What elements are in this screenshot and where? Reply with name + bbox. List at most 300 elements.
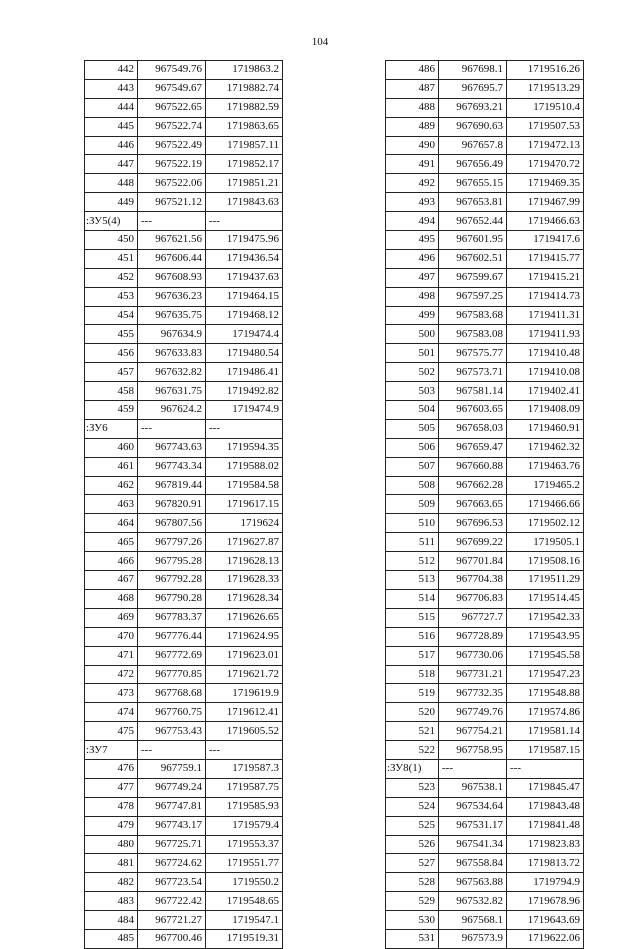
table-row	[85, 155, 283, 174]
x-coordinate: ---	[138, 741, 206, 760]
y-coordinate: 1719510.4	[507, 98, 584, 117]
point-number: 460	[85, 438, 138, 457]
point-number: 524	[386, 797, 439, 816]
y-coordinate: 1719464.15	[206, 287, 283, 306]
point-number: 500	[386, 325, 439, 344]
point-number: 475	[85, 722, 138, 741]
y-coordinate: 1719588.02	[206, 457, 283, 476]
y-coordinate: 1719467.99	[507, 193, 584, 212]
table-row	[85, 457, 283, 476]
point-number: 504	[386, 401, 439, 420]
x-coordinate: 967597.25	[439, 287, 507, 306]
y-coordinate: 1719843.63	[206, 193, 283, 212]
point-number: 488	[386, 98, 439, 117]
table-row	[386, 476, 584, 495]
x-coordinate: 967760.75	[138, 703, 206, 722]
x-coordinate: 967792.28	[138, 571, 206, 590]
y-coordinate: 1719466.66	[507, 495, 584, 514]
x-coordinate: 967522.74	[138, 117, 206, 136]
y-coordinate: 1719492.82	[206, 382, 283, 401]
y-coordinate: 1719628.33	[206, 571, 283, 590]
y-coordinate: 1719626.65	[206, 608, 283, 627]
y-coordinate: 1719548.88	[507, 684, 584, 703]
y-coordinate: 1719551.77	[206, 854, 283, 873]
x-coordinate: 967696.53	[439, 514, 507, 533]
point-number: 458	[85, 382, 138, 401]
point-number: 463	[85, 495, 138, 514]
point-number: 473	[85, 684, 138, 703]
x-coordinate: 967522.06	[138, 174, 206, 193]
table-row	[85, 703, 283, 722]
x-coordinate: 967728.89	[439, 627, 507, 646]
x-coordinate: 967776.44	[138, 627, 206, 646]
y-coordinate: 1719543.95	[507, 627, 584, 646]
x-coordinate: 967608.93	[138, 268, 206, 287]
table-row	[85, 117, 283, 136]
point-number: 453	[85, 287, 138, 306]
table-row	[85, 892, 283, 911]
x-coordinate: 967772.69	[138, 646, 206, 665]
table-row	[386, 608, 584, 627]
x-coordinate: 967730.06	[439, 646, 507, 665]
point-number: 443	[85, 79, 138, 98]
table-row	[386, 854, 584, 873]
x-coordinate: 967743.34	[138, 457, 206, 476]
table-row	[386, 98, 584, 117]
y-coordinate: 1719587.75	[206, 778, 283, 797]
x-coordinate: ---	[439, 759, 507, 778]
x-coordinate: 967749.24	[138, 778, 206, 797]
table-row	[85, 778, 283, 797]
point-number: 516	[386, 627, 439, 646]
table-row	[85, 495, 283, 514]
x-coordinate: 967758.95	[439, 741, 507, 760]
table-row	[85, 533, 283, 552]
point-number: 456	[85, 344, 138, 363]
point-number: 464	[85, 514, 138, 533]
point-number: 512	[386, 552, 439, 571]
table-row	[386, 816, 584, 835]
table-row	[85, 929, 283, 948]
x-coordinate: 967563.88	[439, 873, 507, 892]
x-coordinate: 967634.9	[138, 325, 206, 344]
table-row	[85, 646, 283, 665]
point-number: 506	[386, 438, 439, 457]
table-row	[386, 174, 584, 193]
table-row	[386, 231, 584, 250]
y-coordinate: 1719605.52	[206, 722, 283, 741]
point-number: 505	[386, 419, 439, 438]
table-row	[386, 344, 584, 363]
y-coordinate: 1719794.9	[507, 873, 584, 892]
table-row	[85, 344, 283, 363]
x-coordinate: 967659.47	[439, 438, 507, 457]
x-coordinate: 967732.35	[439, 684, 507, 703]
table-row	[386, 495, 584, 514]
table-row	[85, 174, 283, 193]
point-number: 466	[85, 552, 138, 571]
point-number: 526	[386, 835, 439, 854]
table-row	[386, 325, 584, 344]
table-row	[85, 61, 283, 80]
y-coordinate: 1719612.41	[206, 703, 283, 722]
point-number: 494	[386, 212, 439, 231]
x-coordinate: 967573.9	[439, 929, 507, 948]
y-coordinate: 1719437.63	[206, 268, 283, 287]
x-coordinate: 967581.14	[439, 382, 507, 401]
y-coordinate: 1719628.13	[206, 552, 283, 571]
table-row	[386, 892, 584, 911]
x-coordinate: 967820.91	[138, 495, 206, 514]
table-row	[386, 193, 584, 212]
table-row	[386, 61, 584, 80]
point-number: 442	[85, 61, 138, 80]
point-number: 484	[85, 911, 138, 930]
x-coordinate: 967549.76	[138, 61, 206, 80]
y-coordinate: 1719511.29	[507, 571, 584, 590]
y-coordinate: 1719857.11	[206, 136, 283, 155]
point-number: 454	[85, 306, 138, 325]
point-number: 477	[85, 778, 138, 797]
section-header-row	[85, 419, 283, 438]
y-coordinate: 1719466.63	[507, 212, 584, 231]
y-coordinate: 1719585.93	[206, 797, 283, 816]
y-coordinate: 1719465.2	[507, 476, 584, 495]
y-coordinate: ---	[206, 741, 283, 760]
table-row	[85, 608, 283, 627]
table-row	[85, 854, 283, 873]
section-header-row	[85, 741, 283, 760]
x-coordinate: 967759.1	[138, 759, 206, 778]
x-coordinate: 967631.75	[138, 382, 206, 401]
table-row	[386, 911, 584, 930]
x-coordinate: 967790.28	[138, 589, 206, 608]
y-coordinate: 1719475.96	[206, 231, 283, 250]
point-number: 497	[386, 268, 439, 287]
point-number: 471	[85, 646, 138, 665]
coordinates-table-left	[84, 60, 283, 949]
y-coordinate: 1719402.41	[507, 382, 584, 401]
y-coordinate: 1719463.76	[507, 457, 584, 476]
point-number: 499	[386, 306, 439, 325]
point-number: 470	[85, 627, 138, 646]
x-coordinate: 967693.21	[439, 98, 507, 117]
table-row	[386, 438, 584, 457]
point-number: 444	[85, 98, 138, 117]
x-coordinate: 967747.81	[138, 797, 206, 816]
table-row	[85, 476, 283, 495]
y-coordinate: 1719624.95	[206, 627, 283, 646]
table-row	[85, 193, 283, 212]
point-number: 480	[85, 835, 138, 854]
table-row	[85, 325, 283, 344]
table-row	[85, 911, 283, 930]
section-label: :ЗУ8(1)	[386, 759, 439, 778]
x-coordinate: 967724.62	[138, 854, 206, 873]
y-coordinate: ---	[206, 212, 283, 231]
y-coordinate: 1719624	[206, 514, 283, 533]
point-number: 511	[386, 533, 439, 552]
x-coordinate: 967663.65	[439, 495, 507, 514]
point-number: 467	[85, 571, 138, 590]
section-label: :ЗУ7	[85, 741, 138, 760]
point-number: 449	[85, 193, 138, 212]
table-row	[85, 552, 283, 571]
point-number: 478	[85, 797, 138, 816]
point-number: 447	[85, 155, 138, 174]
point-number: 513	[386, 571, 439, 590]
x-coordinate: 967624.2	[138, 401, 206, 420]
table-row	[386, 268, 584, 287]
table-row	[386, 552, 584, 571]
x-coordinate: 967633.83	[138, 344, 206, 363]
y-coordinate: 1719508.16	[507, 552, 584, 571]
point-number: 518	[386, 665, 439, 684]
x-coordinate: ---	[138, 419, 206, 438]
x-coordinate: 967749.76	[439, 703, 507, 722]
table-row	[85, 684, 283, 703]
table-row	[85, 873, 283, 892]
point-number: 503	[386, 382, 439, 401]
point-number: 451	[85, 249, 138, 268]
y-coordinate: 1719502.12	[507, 514, 584, 533]
x-coordinate: 967698.1	[439, 61, 507, 80]
y-coordinate: 1719548.65	[206, 892, 283, 911]
x-coordinate: 967721.27	[138, 911, 206, 930]
y-coordinate: 1719843.48	[507, 797, 584, 816]
y-coordinate: 1719574.86	[507, 703, 584, 722]
y-coordinate: 1719882.59	[206, 98, 283, 117]
y-coordinate: ---	[507, 759, 584, 778]
x-coordinate: 967660.88	[439, 457, 507, 476]
y-coordinate: 1719474.4	[206, 325, 283, 344]
table-row	[386, 835, 584, 854]
table-row	[386, 589, 584, 608]
table-row	[386, 929, 584, 948]
point-number: 529	[386, 892, 439, 911]
x-coordinate: 967521.12	[138, 193, 206, 212]
table-row	[386, 382, 584, 401]
point-number: 507	[386, 457, 439, 476]
y-coordinate: 1719813.72	[507, 854, 584, 873]
page-number: 104	[311, 36, 329, 48]
point-number: 525	[386, 816, 439, 835]
point-number: 522	[386, 741, 439, 760]
y-coordinate: 1719414.73	[507, 287, 584, 306]
x-coordinate: 967706.83	[439, 589, 507, 608]
x-coordinate: 967731.21	[439, 665, 507, 684]
table-row	[386, 363, 584, 382]
table-row	[386, 514, 584, 533]
table-row	[386, 703, 584, 722]
x-coordinate: 967532.82	[439, 892, 507, 911]
table-row	[85, 797, 283, 816]
point-number: 486	[386, 61, 439, 80]
point-number: 459	[85, 401, 138, 420]
x-coordinate: 967690.63	[439, 117, 507, 136]
table-row	[85, 268, 283, 287]
x-coordinate: 967636.23	[138, 287, 206, 306]
coordinates-table-left-body	[85, 61, 283, 949]
y-coordinate: 1719545.58	[507, 646, 584, 665]
x-coordinate: 967727.7	[439, 608, 507, 627]
y-coordinate: 1719621.72	[206, 665, 283, 684]
coordinates-table-right	[385, 60, 584, 949]
point-number: 502	[386, 363, 439, 382]
y-coordinate: ---	[206, 419, 283, 438]
x-coordinate: 967753.43	[138, 722, 206, 741]
table-row	[85, 136, 283, 155]
y-coordinate: 1719622.06	[507, 929, 584, 948]
point-number: 462	[85, 476, 138, 495]
section-header-row	[386, 759, 584, 778]
point-number: 517	[386, 646, 439, 665]
x-coordinate: 967568.1	[439, 911, 507, 930]
point-number: 474	[85, 703, 138, 722]
table-row	[85, 306, 283, 325]
point-number: 510	[386, 514, 439, 533]
x-coordinate: 967743.17	[138, 816, 206, 835]
table-row	[85, 722, 283, 741]
point-number: 446	[85, 136, 138, 155]
x-coordinate: 967704.38	[439, 571, 507, 590]
point-number: 452	[85, 268, 138, 287]
x-coordinate: 967657.8	[439, 136, 507, 155]
x-coordinate: 967797.26	[138, 533, 206, 552]
point-number: 468	[85, 589, 138, 608]
point-number: 498	[386, 287, 439, 306]
table-row	[386, 287, 584, 306]
point-number: 489	[386, 117, 439, 136]
table-row	[386, 627, 584, 646]
table-row	[85, 79, 283, 98]
table-row	[386, 571, 584, 590]
x-coordinate: ---	[138, 212, 206, 231]
point-number: 445	[85, 117, 138, 136]
y-coordinate: 1719415.21	[507, 268, 584, 287]
table-row	[85, 514, 283, 533]
x-coordinate: 967754.21	[439, 722, 507, 741]
x-coordinate: 967602.51	[439, 249, 507, 268]
x-coordinate: 967541.34	[439, 835, 507, 854]
table-row	[85, 589, 283, 608]
x-coordinate: 967601.95	[439, 231, 507, 250]
x-coordinate: 967722.42	[138, 892, 206, 911]
point-number: 528	[386, 873, 439, 892]
y-coordinate: 1719863.65	[206, 117, 283, 136]
table-row	[386, 212, 584, 231]
point-number: 481	[85, 854, 138, 873]
point-number: 496	[386, 249, 439, 268]
point-number: 514	[386, 589, 439, 608]
x-coordinate: 967743.63	[138, 438, 206, 457]
point-number: 450	[85, 231, 138, 250]
section-label: :ЗУ5(4)	[85, 212, 138, 231]
y-coordinate: 1719863.2	[206, 61, 283, 80]
x-coordinate: 967603.65	[439, 401, 507, 420]
y-coordinate: 1719643.69	[507, 911, 584, 930]
y-coordinate: 1719542.33	[507, 608, 584, 627]
x-coordinate: 967583.68	[439, 306, 507, 325]
x-coordinate: 967662.28	[439, 476, 507, 495]
y-coordinate: 1719587.15	[507, 741, 584, 760]
table-row	[85, 438, 283, 457]
x-coordinate: 967700.46	[138, 929, 206, 948]
table-row	[386, 306, 584, 325]
x-coordinate: 967522.65	[138, 98, 206, 117]
point-number: 472	[85, 665, 138, 684]
y-coordinate: 1719486.41	[206, 363, 283, 382]
point-number: 483	[85, 892, 138, 911]
y-coordinate: 1719408.09	[507, 401, 584, 420]
table-row	[386, 155, 584, 174]
y-coordinate: 1719882.74	[206, 79, 283, 98]
point-number: 479	[85, 816, 138, 835]
table-row	[85, 571, 283, 590]
x-coordinate: 967522.19	[138, 155, 206, 174]
x-coordinate: 967652.44	[439, 212, 507, 231]
x-coordinate: 967725.71	[138, 835, 206, 854]
point-number: 523	[386, 778, 439, 797]
x-coordinate: 967768.68	[138, 684, 206, 703]
y-coordinate: 1719411.93	[507, 325, 584, 344]
y-coordinate: 1719436.54	[206, 249, 283, 268]
point-number: 515	[386, 608, 439, 627]
table-row	[85, 98, 283, 117]
x-coordinate: 967522.49	[138, 136, 206, 155]
table-row	[85, 816, 283, 835]
point-number: 469	[85, 608, 138, 627]
point-number: 527	[386, 854, 439, 873]
y-coordinate: 1719547.23	[507, 665, 584, 684]
y-coordinate: 1719470.72	[507, 155, 584, 174]
x-coordinate: 967606.44	[138, 249, 206, 268]
x-coordinate: 967807.56	[138, 514, 206, 533]
y-coordinate: 1719617.15	[206, 495, 283, 514]
x-coordinate: 967599.67	[439, 268, 507, 287]
table-row	[386, 401, 584, 420]
x-coordinate: 967701.84	[439, 552, 507, 571]
y-coordinate: 1719845.47	[507, 778, 584, 797]
table-row	[85, 759, 283, 778]
x-coordinate: 967723.54	[138, 873, 206, 892]
y-coordinate: 1719468.12	[206, 306, 283, 325]
y-coordinate: 1719550.2	[206, 873, 283, 892]
x-coordinate: 967655.15	[439, 174, 507, 193]
point-number: 519	[386, 684, 439, 703]
y-coordinate: 1719411.31	[507, 306, 584, 325]
y-coordinate: 1719581.14	[507, 722, 584, 741]
y-coordinate: 1719547.1	[206, 911, 283, 930]
point-number: 530	[386, 911, 439, 930]
x-coordinate: 967632.82	[138, 363, 206, 382]
y-coordinate: 1719628.34	[206, 589, 283, 608]
table-row	[386, 873, 584, 892]
point-number: 521	[386, 722, 439, 741]
point-number: 455	[85, 325, 138, 344]
y-coordinate: 1719469.35	[507, 174, 584, 193]
table-row	[85, 287, 283, 306]
table-row	[85, 382, 283, 401]
y-coordinate: 1719513.29	[507, 79, 584, 98]
y-coordinate: 1719462.32	[507, 438, 584, 457]
table-row	[386, 646, 584, 665]
point-number: 492	[386, 174, 439, 193]
y-coordinate: 1719474.9	[206, 401, 283, 420]
point-number: 476	[85, 759, 138, 778]
table-row	[386, 419, 584, 438]
x-coordinate: 967538.1	[439, 778, 507, 797]
